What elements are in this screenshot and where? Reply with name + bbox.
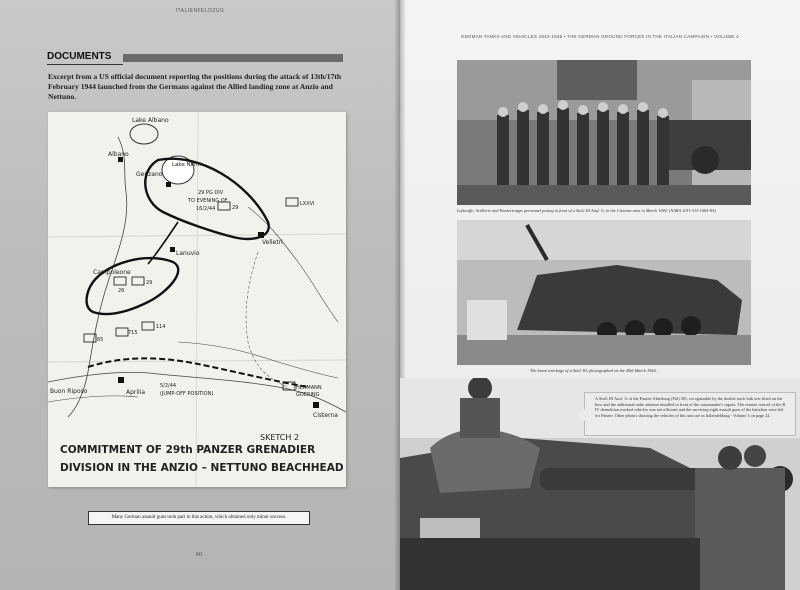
map-unit-div29: 29 PG DIV — [198, 190, 224, 196]
map-label-albano: Albano — [108, 151, 129, 158]
map-label-aprilia: Aprilia — [126, 389, 146, 396]
map-jumpoff-label: (JUMP-OFF POSITION) — [160, 391, 214, 397]
running-head-left: ITALIENFELDZUG — [175, 8, 225, 14]
map-unit-715: 715 — [128, 330, 138, 336]
map-unit-114: 114 — [156, 324, 166, 330]
map-label-lanuvio: Lanuvio — [176, 250, 200, 257]
map-label-lake-nemi: Lake Nemi — [172, 162, 201, 168]
left-caption: Many German assault guns took part in this action, which obtained only minor success. — [88, 511, 310, 525]
map-unit-29b: 29 — [146, 280, 153, 286]
map-label-cisterna: Cisterna — [313, 412, 338, 419]
section-title: DOCUMENTS — [47, 51, 112, 62]
map-label-campoleone: Campoleone — [93, 269, 131, 276]
page-number: 80 — [196, 552, 202, 558]
map-unit-goering: GOERING — [296, 392, 320, 398]
map-label-buon-riposo: Buon Riposo — [50, 388, 88, 395]
map-unit-evening: TO EVENING OF — [188, 198, 228, 204]
map-sketch-label: SKETCH 2 — [260, 433, 300, 442]
map-jumpoff-date: 5/2/44 — [160, 383, 177, 389]
map-unit-lxxvi: LXXVI — [300, 201, 315, 207]
section-rule — [123, 54, 343, 62]
map-label-lake-albano: Lake Albano — [132, 117, 169, 124]
map-label-velletri: Velletri — [262, 239, 283, 246]
map-unit-hermann: HERMANN — [296, 385, 322, 391]
map-drawing — [48, 112, 346, 487]
running-head-right: GERMAN TANKS AND VEHICLES 1943-1945 • THE GERMAN GROUND FORCES IN THE ITALIAN CAMPAIGN • VOLUME 4 — [461, 34, 739, 39]
section-header — [47, 51, 343, 64]
map-title-line2: DIVISION IN THE ANZIO – NETTUNO BEACHHEAD — [60, 462, 344, 474]
map-sketch — [48, 112, 346, 487]
map-label-genzano: Genzano — [136, 171, 163, 178]
photo-group-portrait — [457, 60, 751, 205]
photo-wreckage — [457, 220, 751, 365]
map-title-line1: COMMITMENT OF 29th PANZER GRENADIER — [60, 444, 316, 456]
photo-caption-2: The burnt wreckage of a StuG III, photographed on the 28th March 1944. — [530, 368, 657, 373]
section-underline — [47, 64, 123, 65]
map-unit-29a: 29 — [232, 205, 239, 211]
map-unit-65: 65 — [97, 337, 104, 343]
intro-paragraph: Excerpt from a US official document reporting the positions during the attack of 13th/17th February 1944 launched from the Germans against the Allied landing zone at Anzio and Nettuno. — [48, 72, 342, 101]
map-unit-date1: 16/2/44 — [196, 206, 216, 212]
photo-caption-1: Luftwaffe, Artillerie and Panzertruppe personnel posing in front of a StuG III Ausf. G, in the Cisterna area in March 1944. (NARA 1011-313-1065-8A) — [457, 208, 716, 213]
map-unit-26: 26 — [118, 288, 125, 294]
info-sidebox: A StuG III Ausf. G of the Panzer-Abteilung (Fkl) 301, recognizable by the double track link sets fitted on the bow and the additional radio antenna installed in front of the commander's cupola. The remote control of the B IV demolition tracked vehicles was not efficient and the surviving eight assault guns of the battalion were left for Panzer. Other photos showing the vehicles of this unit are in Italienfeldzug - Volume 3 on page 22. — [584, 392, 796, 436]
